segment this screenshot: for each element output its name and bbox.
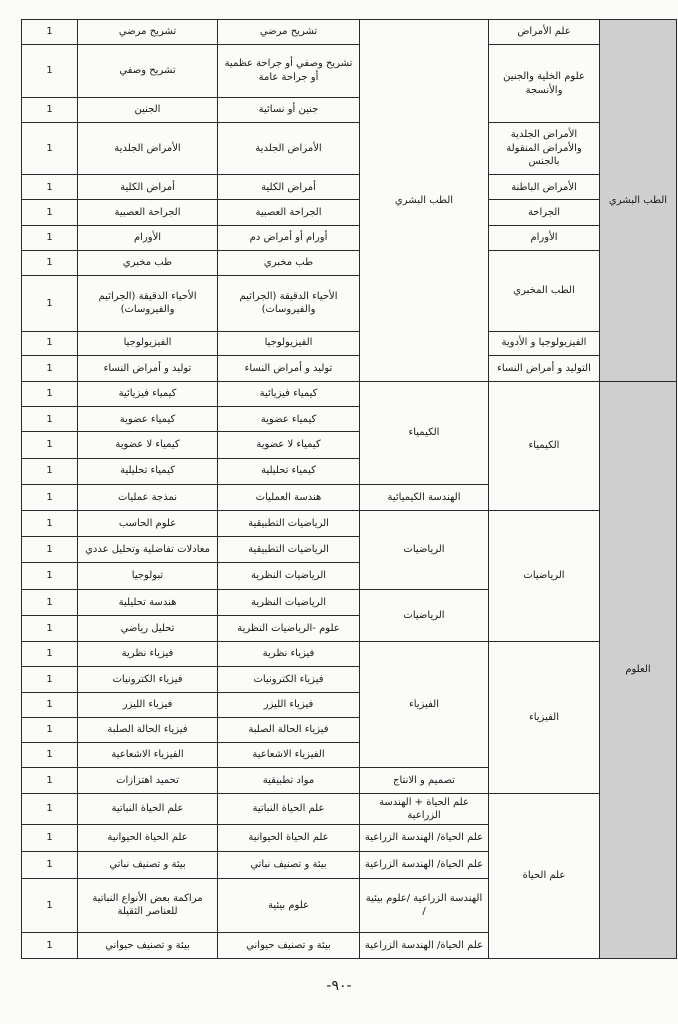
sub-spec-cell: نمذجة عمليات — [78, 484, 218, 510]
count-cell: 1 — [22, 276, 78, 331]
specialties-table-sheet — [21, 19, 676, 959]
major-cell: علوم الخلية والجنين والأنسجة — [489, 45, 600, 123]
count-cell: 1 — [22, 932, 78, 958]
table-row — [22, 175, 677, 200]
count-cell: 1 — [22, 355, 78, 381]
sub-spec-cell: بيئة و تصنيف حيواني — [78, 932, 218, 958]
table-row — [22, 331, 677, 355]
table-row — [22, 122, 677, 174]
spec-cell: أورام أو أمراض دم — [218, 225, 360, 250]
major-cell: الكيمياء — [489, 381, 600, 510]
dept-cell: الرياضيات — [360, 511, 489, 590]
sub-spec-cell: تبولوجيا — [78, 563, 218, 589]
dept-cell: تصميم و الانتاج — [360, 768, 489, 794]
count-cell: 1 — [22, 642, 78, 667]
sub-spec-cell: مراكمة بعض الأنواع النباتية للعناصر الثقيلة — [78, 879, 218, 932]
dept-cell: علم الحياة/ الهندسة الزراعية — [360, 932, 489, 958]
count-cell: 1 — [22, 667, 78, 692]
sub-spec-cell: الأمراض الجلدية — [78, 122, 218, 174]
sub-spec-cell: علم الحياة النباتية — [78, 794, 218, 824]
major-cell: الرياضيات — [489, 511, 600, 642]
spec-cell: الأمراض الجلدية — [218, 122, 360, 174]
dept-cell: الكيمياء — [360, 381, 489, 484]
sub-spec-cell: الفيزياء الاشعاعية — [78, 742, 218, 767]
spec-cell: أمراض الكلية — [218, 175, 360, 200]
spec-cell: بيئة و تصنيف نباتي — [218, 851, 360, 878]
sub-spec-cell: كيمياء فيزيائية — [78, 381, 218, 406]
sub-spec-cell: بيئة و تصنيف نباتي — [78, 851, 218, 878]
sub-spec-cell: كيمياء لا عضوية — [78, 432, 218, 458]
count-cell: 1 — [22, 794, 78, 824]
sub-spec-cell: الأورام — [78, 225, 218, 250]
sub-spec-cell: الجنين — [78, 97, 218, 122]
spec-cell: توليد و أمراض النساء — [218, 355, 360, 381]
spec-cell: بيئة و تصنيف حيواني — [218, 932, 360, 958]
spec-cell: كيمياء لا عضوية — [218, 432, 360, 458]
spec-cell: الجراحة العصبية — [218, 200, 360, 225]
specialties-table — [21, 19, 677, 959]
sub-spec-cell: فيزياء الليزر — [78, 692, 218, 717]
count-cell: 1 — [22, 381, 78, 406]
dept-cell: الفيزياء — [360, 642, 489, 768]
spec-cell: فيزياء الليزر — [218, 692, 360, 717]
table-row — [22, 200, 677, 225]
count-cell: 1 — [22, 742, 78, 767]
count-cell: 1 — [22, 851, 78, 878]
spec-cell: علم الحياة النباتية — [218, 794, 360, 824]
dept-cell: الطب البشري — [360, 20, 489, 382]
table-row — [22, 355, 677, 381]
dept-cell: علم الحياة + الهندسة الزراعية — [360, 794, 489, 824]
sub-spec-cell: معادلات تفاضلية وتحليل عددي — [78, 537, 218, 563]
faculty-cell: الطب البشري — [600, 20, 677, 382]
spec-cell: الرياضيات التطبيقية — [218, 537, 360, 563]
count-cell: 1 — [22, 225, 78, 250]
count-cell: 1 — [22, 537, 78, 563]
sub-spec-cell: علوم الحاسب — [78, 511, 218, 537]
table-row — [22, 45, 677, 97]
major-cell: الأورام — [489, 225, 600, 250]
sub-spec-cell: الفيزيولوجيا — [78, 331, 218, 355]
major-cell: الفيزياء — [489, 642, 600, 794]
spec-cell: مواد تطبيقية — [218, 768, 360, 794]
sub-spec-cell: كيمياء عضوية — [78, 407, 218, 432]
sub-spec-cell: فيزياء الكترونيات — [78, 667, 218, 692]
sub-spec-cell: تشريح وصفي — [78, 45, 218, 97]
sub-spec-cell: الأحياء الدقيقة (الجراثيم والفيروسات) — [78, 276, 218, 331]
count-cell: 1 — [22, 615, 78, 641]
spec-cell: كيمياء فيزيائية — [218, 381, 360, 406]
sub-spec-cell: هندسة تحليلية — [78, 589, 218, 615]
spec-cell: الرياضيات النظرية — [218, 563, 360, 589]
major-cell: علم الأمراض — [489, 20, 600, 45]
table-row — [22, 642, 677, 667]
count-cell: 1 — [22, 97, 78, 122]
dept-cell: علم الحياة/ الهندسة الزراعية — [360, 824, 489, 851]
dept-cell: الرياضيات — [360, 589, 489, 641]
count-cell: 1 — [22, 122, 78, 174]
major-cell: علم الحياة — [489, 794, 600, 959]
dept-cell: الهندسة الزراعية /علوم بيئية / — [360, 879, 489, 932]
spec-cell: علم الحياة الحيوانية — [218, 824, 360, 851]
spec-cell: فيزياء نظرية — [218, 642, 360, 667]
page-number: -٩٠- — [326, 978, 352, 994]
spec-cell: الفيزياء الاشعاعية — [218, 742, 360, 767]
spec-cell: الأحياء الدقيقة (الجراثيم والفيروسات) — [218, 276, 360, 331]
sub-spec-cell: كيمياء تحليلية — [78, 458, 218, 484]
faculty-cell: العلوم — [600, 381, 677, 958]
dept-cell: علم الحياة/ الهندسة الزراعية — [360, 851, 489, 878]
spec-cell: الرياضيات النظرية — [218, 589, 360, 615]
count-cell: 1 — [22, 175, 78, 200]
table-row — [22, 20, 677, 45]
count-cell: 1 — [22, 432, 78, 458]
sub-spec-cell: طب مخبري — [78, 250, 218, 275]
major-cell: الفيزيولوجيا و الأدوية — [489, 331, 600, 355]
major-cell: الأمراض الجلدية والأمراض المنقولة بالجنس — [489, 122, 600, 174]
sub-spec-cell: فيزياء نظرية — [78, 642, 218, 667]
spec-cell: فيزياء الكترونيات — [218, 667, 360, 692]
sub-spec-cell: علم الحياة الحيوانية — [78, 824, 218, 851]
spec-cell: كيمياء تحليلية — [218, 458, 360, 484]
dept-cell: الهندسة الكيميائية — [360, 484, 489, 510]
spec-cell: طب مخبري — [218, 250, 360, 275]
count-cell: 1 — [22, 250, 78, 275]
major-cell: التوليد و أمراض النساء — [489, 355, 600, 381]
spec-cell: تشريح وصفي أو جراحة عظمية أو جراحة عامة — [218, 45, 360, 97]
major-cell: الطب المخبري — [489, 250, 600, 331]
spec-cell: الرياضيات التطبيقية — [218, 511, 360, 537]
count-cell: 1 — [22, 879, 78, 932]
table-row — [22, 381, 677, 406]
count-cell: 1 — [22, 511, 78, 537]
table-row — [22, 511, 677, 537]
count-cell: 1 — [22, 768, 78, 794]
count-cell: 1 — [22, 200, 78, 225]
spec-cell: تشريح مرضي — [218, 20, 360, 45]
count-cell: 1 — [22, 458, 78, 484]
table-row — [22, 225, 677, 250]
spec-cell: الفيزيولوجيا — [218, 331, 360, 355]
sub-spec-cell: الجراحة العصبية — [78, 200, 218, 225]
count-cell: 1 — [22, 717, 78, 742]
sub-spec-cell: تشريح مرضي — [78, 20, 218, 45]
spec-cell: جنين أو نسائية — [218, 97, 360, 122]
sub-spec-cell: توليد و أمراض النساء — [78, 355, 218, 381]
count-cell: 1 — [22, 563, 78, 589]
table-row — [22, 794, 677, 824]
major-cell: الجراحة — [489, 200, 600, 225]
spec-cell: فيزياء الحالة الصلبة — [218, 717, 360, 742]
count-cell: 1 — [22, 589, 78, 615]
spec-cell: هندسة العمليات — [218, 484, 360, 510]
count-cell: 1 — [22, 484, 78, 510]
count-cell: 1 — [22, 45, 78, 97]
count-cell: 1 — [22, 824, 78, 851]
sub-spec-cell: فيزياء الحالة الصلبة — [78, 717, 218, 742]
spec-cell: علوم -الرياضيات النظرية — [218, 615, 360, 641]
sub-spec-cell: أمراض الكلية — [78, 175, 218, 200]
spec-cell: كيمياء عضوية — [218, 407, 360, 432]
count-cell: 1 — [22, 331, 78, 355]
count-cell: 1 — [22, 692, 78, 717]
sub-spec-cell: تحميد اهتزازات — [78, 768, 218, 794]
count-cell: 1 — [22, 20, 78, 45]
major-cell: الأمراض الباطنة — [489, 175, 600, 200]
spec-cell: علوم بيئية — [218, 879, 360, 932]
table-row — [22, 250, 677, 275]
count-cell: 1 — [22, 407, 78, 432]
sub-spec-cell: تحليل رياضي — [78, 615, 218, 641]
